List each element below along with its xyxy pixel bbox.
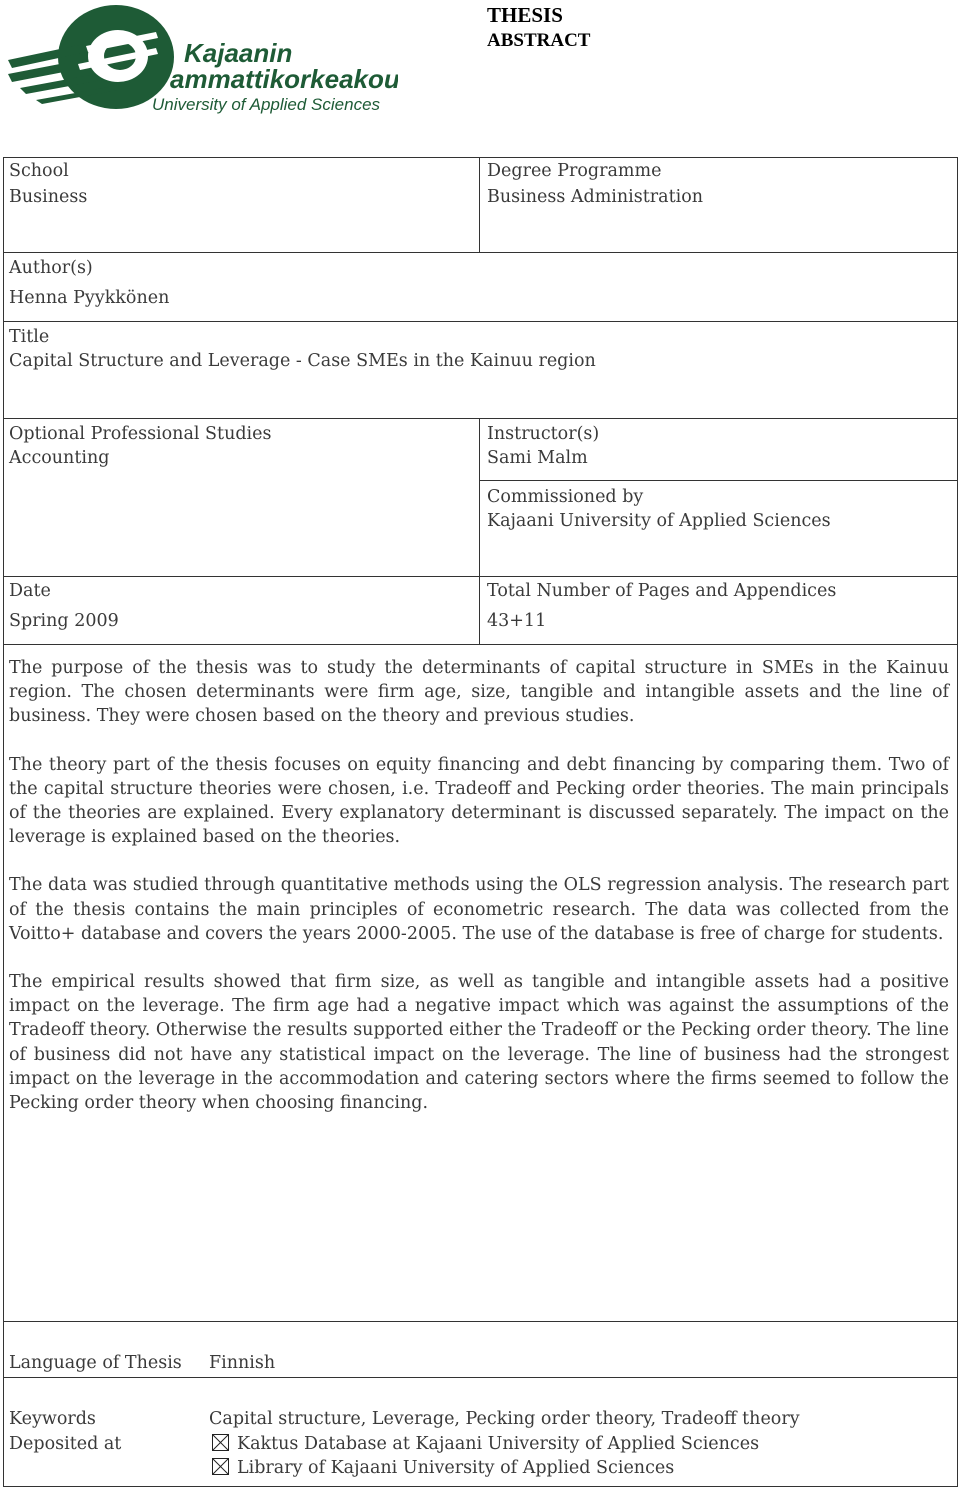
document-subtitle: ABSTRACT xyxy=(487,30,591,51)
divider xyxy=(3,321,958,322)
deposited-label: Deposited at xyxy=(9,1434,122,1454)
school-degree-box xyxy=(3,157,958,253)
divider xyxy=(479,157,480,253)
language-value: Finnish xyxy=(209,1353,276,1373)
instructor-label: Instructor(s) xyxy=(487,424,600,444)
degree-value: Business Administration xyxy=(487,187,704,207)
commissioned-value: Kajaani University of Applied Sciences xyxy=(487,511,831,531)
deposited-item-label: Library of Kajaani University of Applied Sciences xyxy=(237,1458,675,1478)
language-label: Language of Thesis xyxy=(9,1353,182,1373)
studies-value: Accounting xyxy=(9,448,110,468)
commissioned-label: Commissioned by xyxy=(487,487,644,507)
studies-label: Optional Professional Studies xyxy=(9,424,272,444)
title-label: Title xyxy=(9,327,50,347)
date-label: Date xyxy=(9,581,51,601)
divider xyxy=(479,418,480,577)
checked-checkbox-icon[interactable] xyxy=(212,1434,229,1451)
abstract-paragraph-2: The theory part of the thesis focuses on equity financing and debt financing by comparing them. Two of the capital structure theories were chosen, i.e. Tradeoff and Pecking order theories. The main principals of the theories are explained. Every explanatory determinant is discussed separately. The impact on the leverage is explained based on the theories. xyxy=(9,754,949,848)
divider xyxy=(479,576,480,645)
logo-line2: ammattikorkeakoulu xyxy=(170,64,398,94)
school-value: Business xyxy=(9,187,88,207)
abstract-paragraph-1: The purpose of the thesis was to study the determinants of capital structure in SMEs in the Kainuu region. The chosen determinants were firm age, size, tangible and intangible assets and the line of business. They were chosen based on the theory and previous studies. xyxy=(9,658,949,727)
divider xyxy=(479,480,958,481)
instructor-value: Sami Malm xyxy=(487,448,588,468)
degree-label: Degree Programme xyxy=(487,161,662,181)
author-label: Author(s) xyxy=(9,258,93,278)
author-title-box xyxy=(3,252,958,419)
abstract-paragraph-3: The data was studied through quantitative methods using the OLS regression analysis. The research part of the thesis contains the main principles of econometric research. The data was collected from the Voitto+ database and covers the years 2000-2005. The use of the database is free of charge for students. xyxy=(9,875,949,944)
pages-label: Total Number of Pages and Appendices xyxy=(487,581,837,601)
school-label: School xyxy=(9,161,69,181)
keywords-value: Capital structure, Leverage, Pecking order theory, Tradeoff theory xyxy=(209,1409,800,1429)
deposited-item xyxy=(212,1432,759,1456)
deposited-item-label: Kaktus Database at Kajaani University of Applied Sciences xyxy=(237,1434,760,1454)
abstract-text xyxy=(9,656,949,1139)
deposited-item xyxy=(212,1456,674,1480)
keywords-label: Keywords xyxy=(9,1409,96,1429)
document-title: THESIS xyxy=(487,3,563,27)
abstract-paragraph-4: The empirical results showed that firm size, as well as tangible and intangible assets had a positive impact on the leverage. The firm age had a negative impact which was against the assumptions of the Tradeoff theory. Otherwise the results supported either the Tradeoff or the Pecking order theory. The line of business did not have any statistical impact on the leverage. The line of business had the strongest impact on the leverage in the accommodation and catering sectors where the firms seemed to follow the Pecking order theory when choosing financing. xyxy=(9,972,949,1114)
divider xyxy=(3,1377,958,1378)
date-value: Spring 2009 xyxy=(9,611,119,631)
university-logo xyxy=(6,2,398,118)
logo-line3: University of Applied Sciences xyxy=(152,95,381,114)
title-value: Capital Structure and Leverage - Case SMEs in the Kainuu region xyxy=(9,351,596,371)
author-value: Henna Pyykkönen xyxy=(9,288,170,308)
logo-line1: Kajaanin xyxy=(184,38,293,68)
pages-value: 43+11 xyxy=(487,611,547,631)
checked-checkbox-icon[interactable] xyxy=(212,1458,229,1475)
